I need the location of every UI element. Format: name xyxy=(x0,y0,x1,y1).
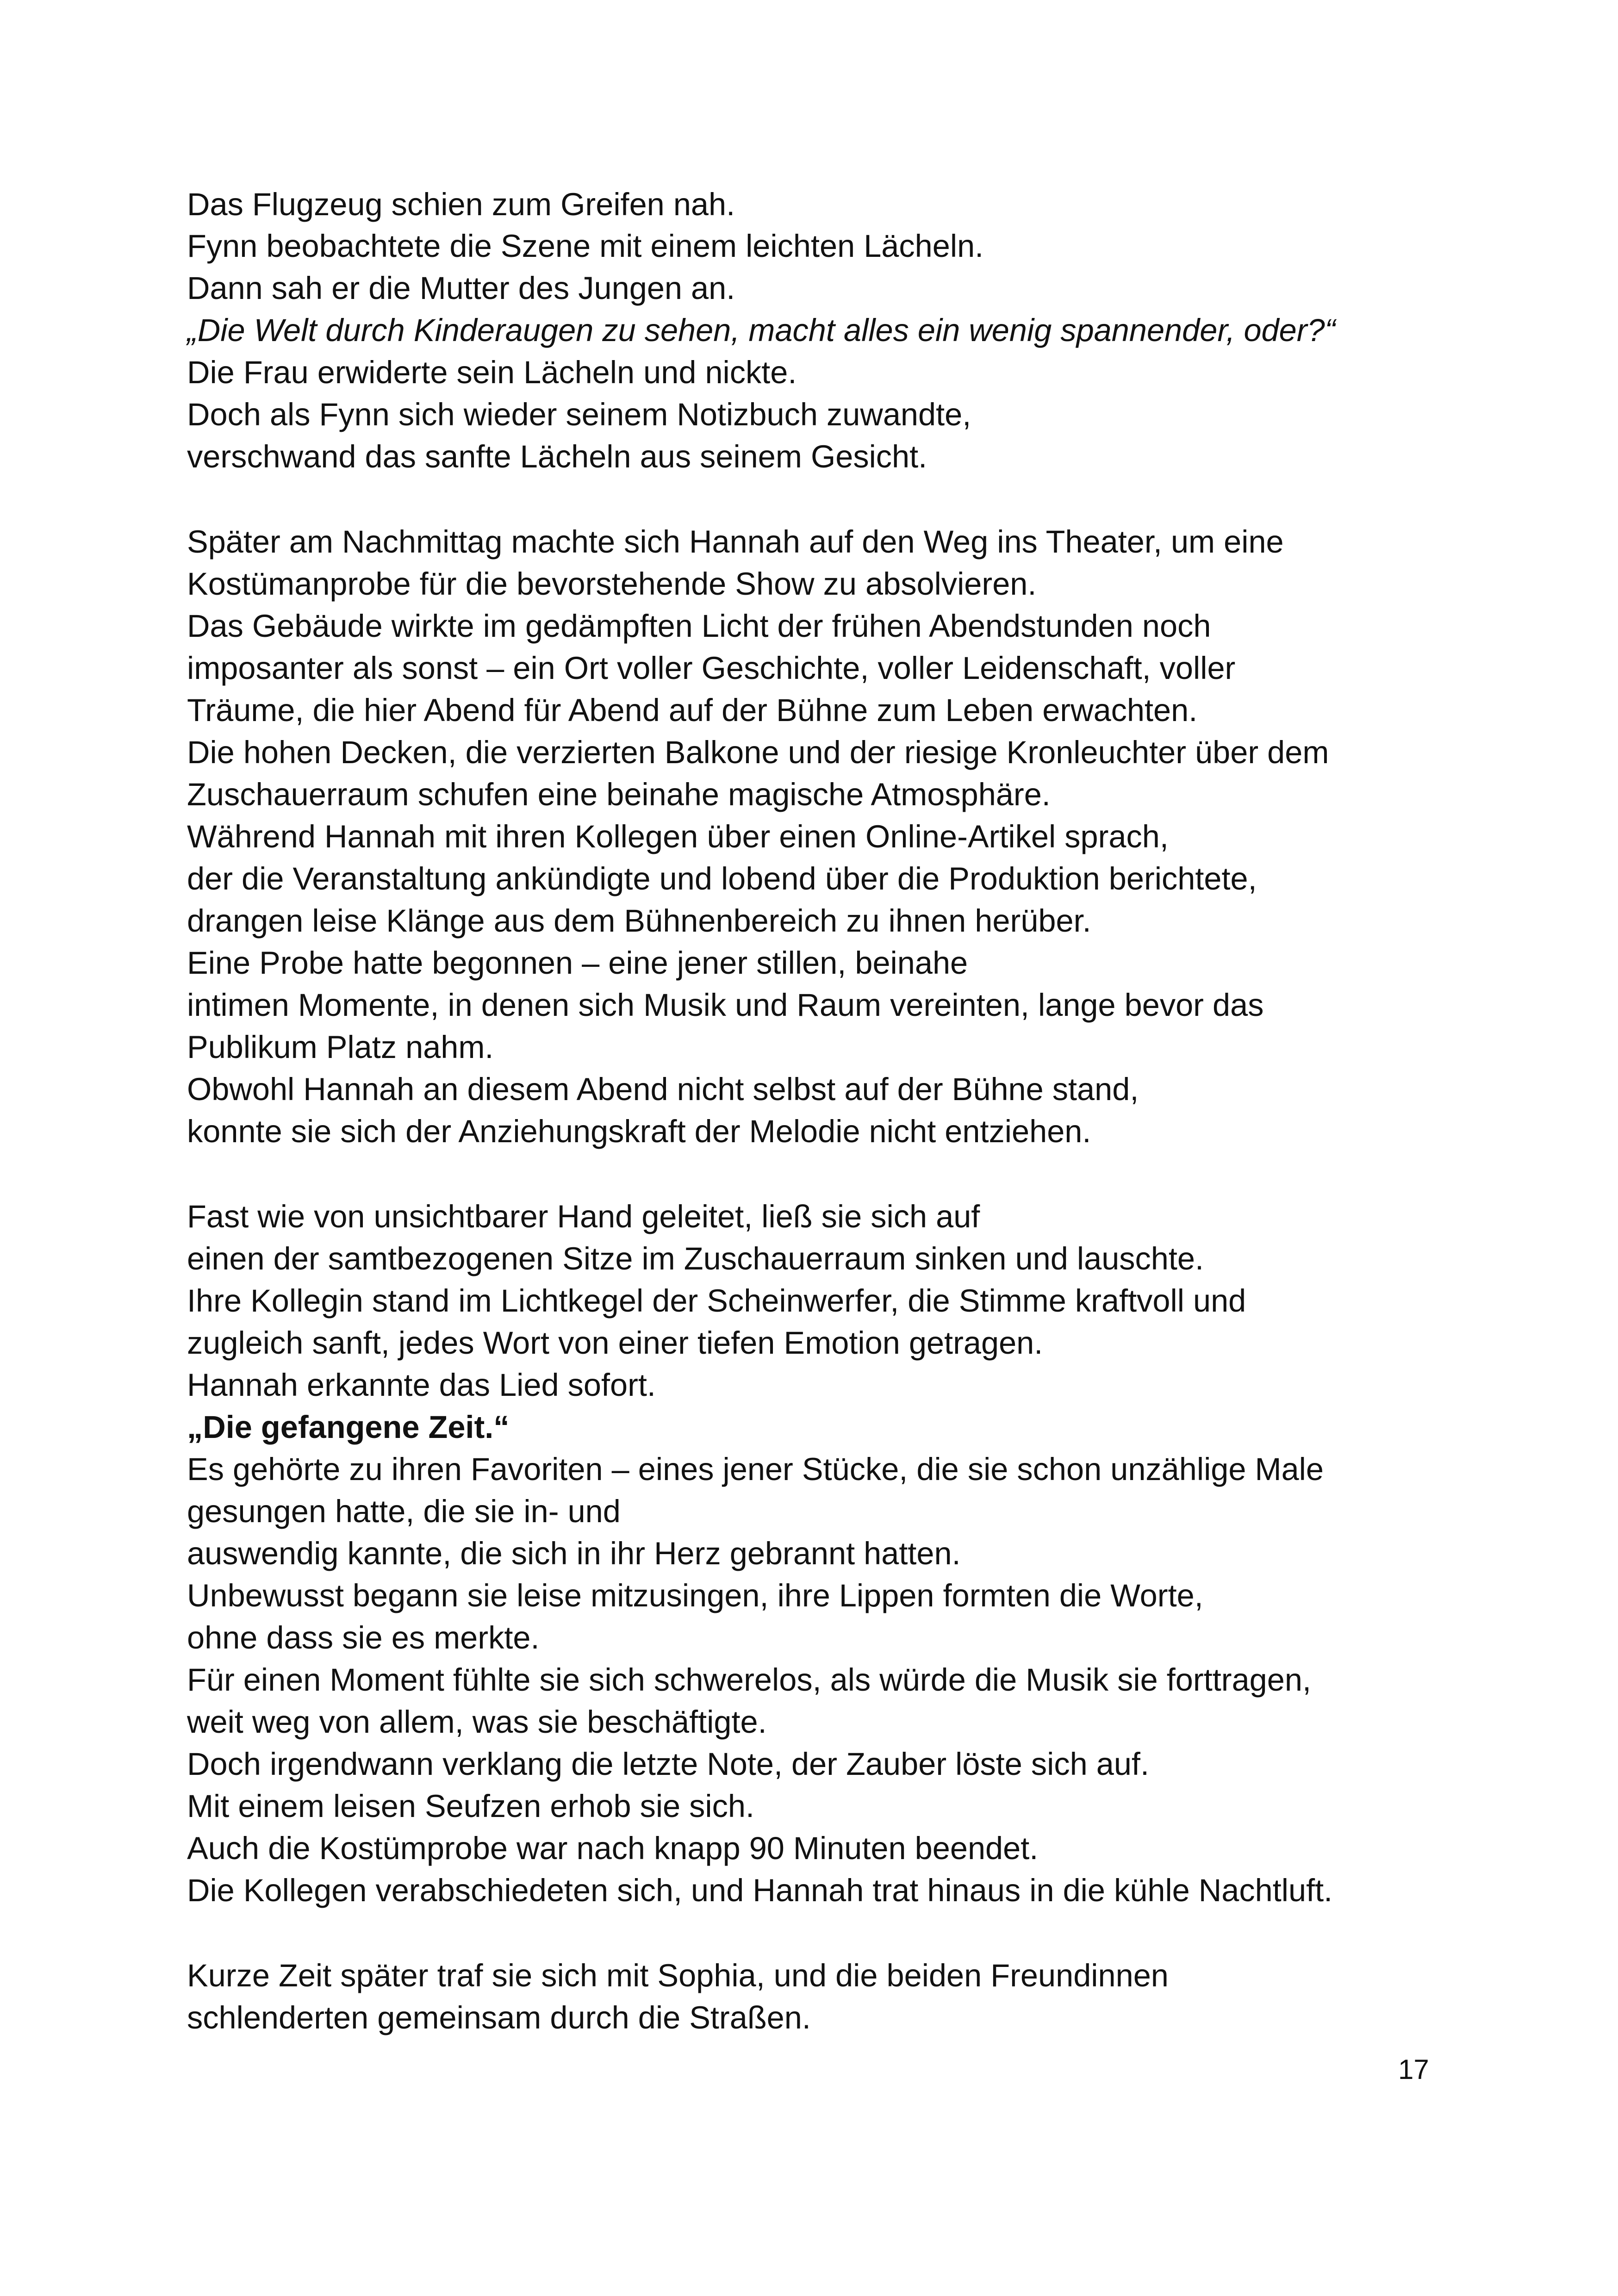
text-line: Doch irgendwann verklang die letzte Note, der Zauber löste sich auf. xyxy=(187,1746,1149,1782)
text-line: imposanter als sonst – ein Ort voller Geschichte, voller Leidenschaft, voller xyxy=(187,650,1236,686)
text-line: Fynn beobachtete die Szene mit einem leichten Lächeln. xyxy=(187,228,984,264)
text-line: Die Kollegen verabschiedeten sich, und Hannah trat hinaus in die kühle Nachtluft. xyxy=(187,1873,1333,1908)
text-line: Ihre Kollegin stand im Lichtkegel der Scheinwerfer, die Stimme kraftvoll und xyxy=(187,1283,1246,1319)
text-line: Es gehörte zu ihren Favoriten – eines jener Stücke, die sie schon unzählige Male xyxy=(187,1451,1324,1487)
text-line: gesungen hatte, die sie in- und xyxy=(187,1493,621,1529)
text-line: Auch die Kostümprobe war nach knapp 90 Minuten beendet. xyxy=(187,1830,1039,1866)
text-line: Mit einem leisen Seufzen erhob sie sich. xyxy=(187,1788,755,1824)
text-line: drangen leise Klänge aus dem Bühnenbereich zu ihnen herüber. xyxy=(187,903,1091,939)
text-line: weit weg von allem, was sie beschäftigte. xyxy=(187,1704,767,1740)
text-line: Für einen Moment fühlte sie sich schwerelos, als würde die Musik sie forttragen, xyxy=(187,1662,1312,1698)
text-line: Zuschauerraum schufen eine beinahe magische Atmosphäre. xyxy=(187,777,1051,812)
text-line: Obwohl Hannah an diesem Abend nicht selbst auf der Bühne stand, xyxy=(187,1071,1139,1107)
text-line: Hannah erkannte das Lied sofort. xyxy=(187,1367,656,1403)
text-line: Später am Nachmittag machte sich Hannah auf den Weg ins Theater, um eine xyxy=(187,524,1284,560)
text-line: auswendig kannte, die sich in ihr Herz gebrannt hatten. xyxy=(187,1536,961,1571)
text-line: Publikum Platz nahm. xyxy=(187,1029,494,1065)
text-line: Das Flugzeug schien zum Greifen nah. xyxy=(187,187,735,222)
text-line: verschwand das sanfte Lächeln aus seinem Gesicht. xyxy=(187,439,927,474)
text-line: Während Hannah mit ihren Kollegen über einen Online-Artikel sprach, xyxy=(187,819,1169,854)
text-line: Unbewusst begann sie leise mitzusingen, ihre Lippen formten die Worte, xyxy=(187,1578,1203,1613)
text-line: Das Gebäude wirkte im gedämpften Licht der frühen Abendstunden noch xyxy=(187,608,1211,644)
text-line: Die hohen Decken, die verzierten Balkone und der riesige Kronleuchter über dem xyxy=(187,734,1329,770)
text-line: schlenderten gemeinsam durch die Straßen. xyxy=(187,2000,811,2035)
text-line: Träume, die hier Abend für Abend auf der Bühne zum Leben erwachten. xyxy=(187,692,1198,728)
text-line: „Die Welt durch Kinderaugen zu sehen, macht alles ein wenig spannender, oder?“ xyxy=(187,312,1336,348)
text-line: konnte sie sich der Anziehungskraft der Melodie nicht entziehen. xyxy=(187,1114,1091,1149)
text-line: Eine Probe hatte begonnen – eine jener stillen, beinahe xyxy=(187,945,968,981)
text-line: Kurze Zeit später traf sie sich mit Sophia, und die beiden Freundinnen xyxy=(187,1958,1169,1993)
text-line: „Die gefangene Zeit.“ xyxy=(187,1409,510,1445)
text-line: Fast wie von unsichtbarer Hand geleitet, ließ sie sich auf xyxy=(187,1199,980,1234)
text-line: ohne dass sie es merkte. xyxy=(187,1620,540,1655)
text-line: Dann sah er die Mutter des Jungen an. xyxy=(187,270,735,306)
page-number: 17 xyxy=(1398,2054,1429,2085)
text-line: intimen Momente, in denen sich Musik und Raum vereinten, lange bevor das xyxy=(187,987,1264,1023)
text-line: Die Frau erwiderte sein Lächeln und nickte. xyxy=(187,355,797,390)
text-line: Doch als Fynn sich wieder seinem Notizbuch zuwandte, xyxy=(187,397,971,432)
text-line: der die Veranstaltung ankündigte und lobend über die Produktion berichtete, xyxy=(187,861,1257,896)
text-line: zugleich sanft, jedes Wort von einer tiefen Emotion getragen. xyxy=(187,1325,1043,1361)
text-line: Kostümanprobe für die bevorstehende Show zu absolvieren. xyxy=(187,566,1037,602)
text-line: einen der samtbezogenen Sitze im Zuschauerraum sinken und lauschte. xyxy=(187,1241,1204,1276)
